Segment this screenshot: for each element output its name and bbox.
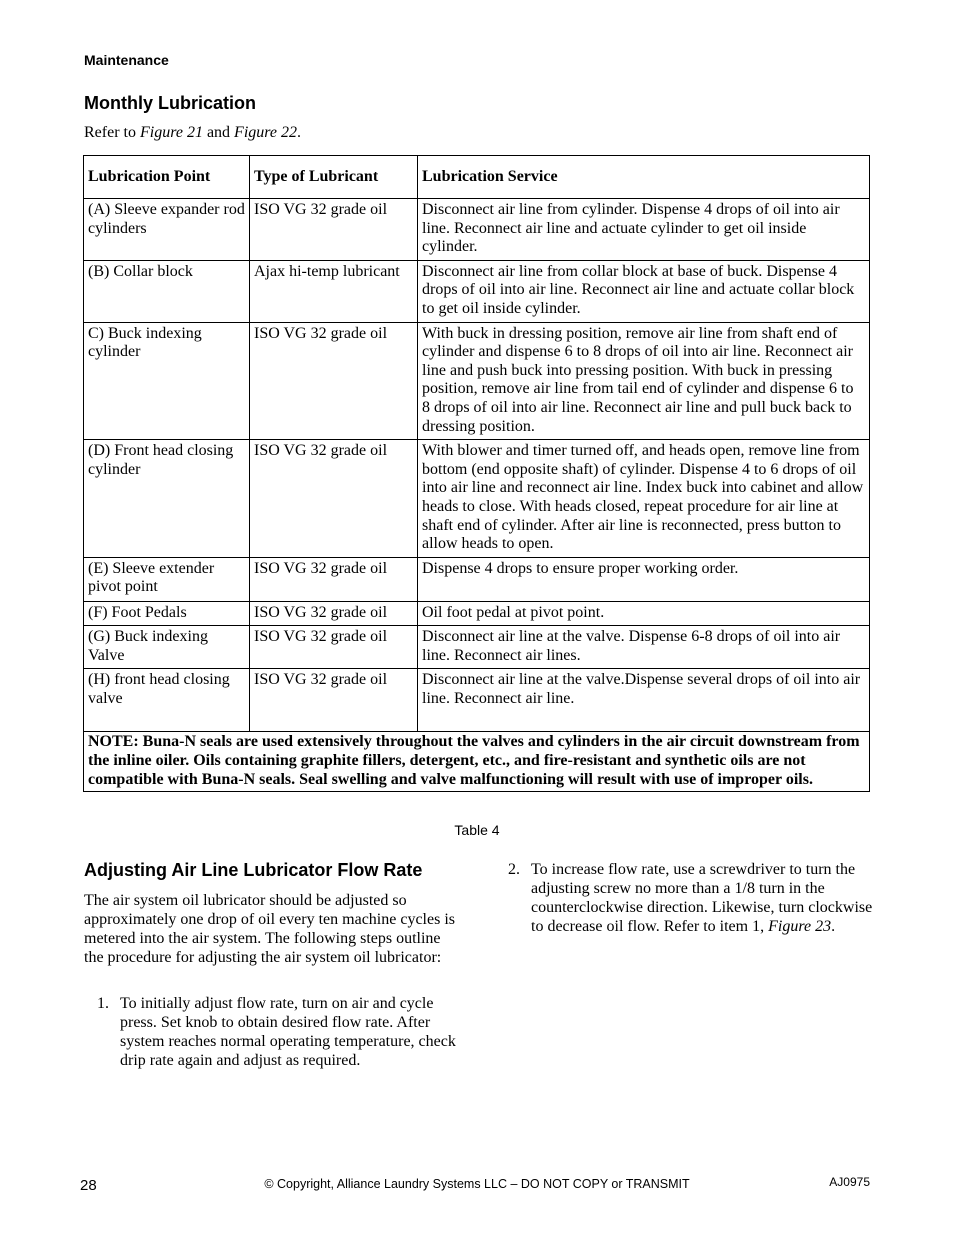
section-label: Maintenance <box>84 52 169 68</box>
cell-service: Disconnect air line from collar block at base of buck. Dispense 4 drops of oil into air line. Reconnect air line and actuate collar block to get oil inside cylinder. <box>418 260 870 322</box>
table-row <box>84 260 870 322</box>
step-2-end: . <box>831 918 836 935</box>
header-lubrication-point: Lubrication Point <box>84 156 250 199</box>
table-row <box>84 669 870 732</box>
cell-point: (A) Sleeve expander rod cylinders <box>84 199 250 261</box>
monthly-lubrication-heading: Monthly Lubrication <box>84 93 256 113</box>
cell-point: (F) Foot Pedals <box>84 601 250 626</box>
step-2-number: 2. <box>508 861 520 878</box>
cell-lubricant: ISO VG 32 grade oil <box>250 199 418 261</box>
table-row <box>84 199 870 261</box>
lubrication-table <box>83 155 870 792</box>
table-row <box>84 557 870 601</box>
cell-lubricant: ISO VG 32 grade oil <box>250 669 418 732</box>
table-note-row <box>84 732 870 792</box>
cell-lubricant: ISO VG 32 grade oil <box>250 557 418 601</box>
step-2-body: To increase flow rate, use a screwdriver to turn the adjusting screw no more than a 1/8 turn in the counterclockwise direction. Likewise, turn clockwise to decrease oil flow. Refer to item 1, <box>531 861 873 935</box>
cell-lubricant: ISO VG 32 grade oil <box>250 626 418 669</box>
cell-point: C) Buck indexing cylinder <box>84 322 250 440</box>
step-2-text <box>531 860 876 936</box>
refer-prefix: Refer to <box>84 124 140 141</box>
cell-point: (B) Collar block <box>84 260 250 322</box>
cell-service: Disconnect air line from cylinder. Dispense 4 drops of oil into air line. Reconnect air line and actuate cylinder to get oil inside cylinder. <box>418 199 870 261</box>
refer-end: . <box>297 124 301 141</box>
cell-point: (E) Sleeve extender pivot point <box>84 557 250 601</box>
figure-22-link: Figure 22 <box>234 124 297 141</box>
step-1-text: To initially adjust flow rate, turn on air and cycle press. Set knob to obtain desired flow rate. After system reaches normal operating temperature, check drip rate again and adjust as required. <box>120 995 456 1069</box>
table-note: NOTE: Buna-N seals are used extensively throughout the valves and cylinders in the air circuit downstream from the inline oiler. Oils containing graphite fillers, detergent, etc., and fire-resistant and synthetic oils are not compatible with Buna-N seals. Seal swelling and valve malfunctioning will result with use of improper oils. <box>84 732 870 792</box>
cell-point: (H) front head closing valve <box>84 669 250 732</box>
figure-23-link: Figure 23 <box>768 918 832 935</box>
table-row <box>84 440 870 558</box>
cell-service: With buck in dressing position, remove air line from shaft end of cylinder and dispense 6 to 8 drops of oil into air line. Reconnect air line and push buck into pressing position. With buck in pressing position, remove air line from tail end of cylinder and dispense 6 to 8 drops of oil into air line. Reconnect air line and pull buck back to dressing position. <box>418 322 870 440</box>
cell-lubricant: ISO VG 32 grade oil <box>250 440 418 558</box>
adjusting-intro: The air system oil lubricator should be adjusted so approximately one drop of oil every ten machine cycles is metered into the air system. The following steps outline the procedure for adjusting the air system oil lubricator: <box>84 892 455 966</box>
copyright-notice: © Copyright, Alliance Laundry Systems LLC – DO NOT COPY or TRANSMIT <box>264 1177 690 1191</box>
figure-21-link: Figure 21 <box>139 124 203 141</box>
cell-lubricant: Ajax hi-temp lubricant <box>250 260 418 322</box>
table-row <box>84 322 870 440</box>
cell-point: (D) Front head closing cylinder <box>84 440 250 558</box>
table-header-row <box>84 156 870 199</box>
refer-text <box>84 124 301 142</box>
cell-lubricant: ISO VG 32 grade oil <box>250 601 418 626</box>
page-number: 28 <box>80 1177 97 1194</box>
table-row <box>84 601 870 626</box>
document-code: AJ0975 <box>829 1175 870 1189</box>
header-type-of-lubricant: Type of Lubricant <box>250 156 418 199</box>
cell-service: With blower and timer turned off, and heads open, remove line from bottom (end opposite shaft) of cylinder. Dispense 4 to 6 drops of oil into air line and reconnect air line. Index buck into cabinet and allow heads to close. With heads closed, repeat procedure for air line at shaft end of cylinder. After air line is reconnected, press button to allow heads to open. <box>418 440 870 558</box>
header-lubrication-service: Lubrication Service <box>418 156 870 199</box>
cell-service: Dispense 4 drops to ensure proper working order. <box>418 557 870 601</box>
adjusting-heading: Adjusting Air Line Lubricator Flow Rate <box>84 860 423 880</box>
table-caption: Table 4 <box>454 822 500 838</box>
step-1-number: 1. <box>97 995 109 1012</box>
table-row <box>84 626 870 669</box>
cell-service: Disconnect air line at the valve.Dispense several drops of oil into air line. Reconnect air line. <box>418 669 870 732</box>
cell-service: Oil foot pedal at pivot point. <box>418 601 870 626</box>
refer-and: and <box>202 124 235 141</box>
cell-point: (G) Buck indexing Valve <box>84 626 250 669</box>
cell-lubricant: ISO VG 32 grade oil <box>250 322 418 440</box>
cell-service: Disconnect air line at the valve. Dispense 6-8 drops of oil into air line. Reconnect air lines. <box>418 626 870 669</box>
